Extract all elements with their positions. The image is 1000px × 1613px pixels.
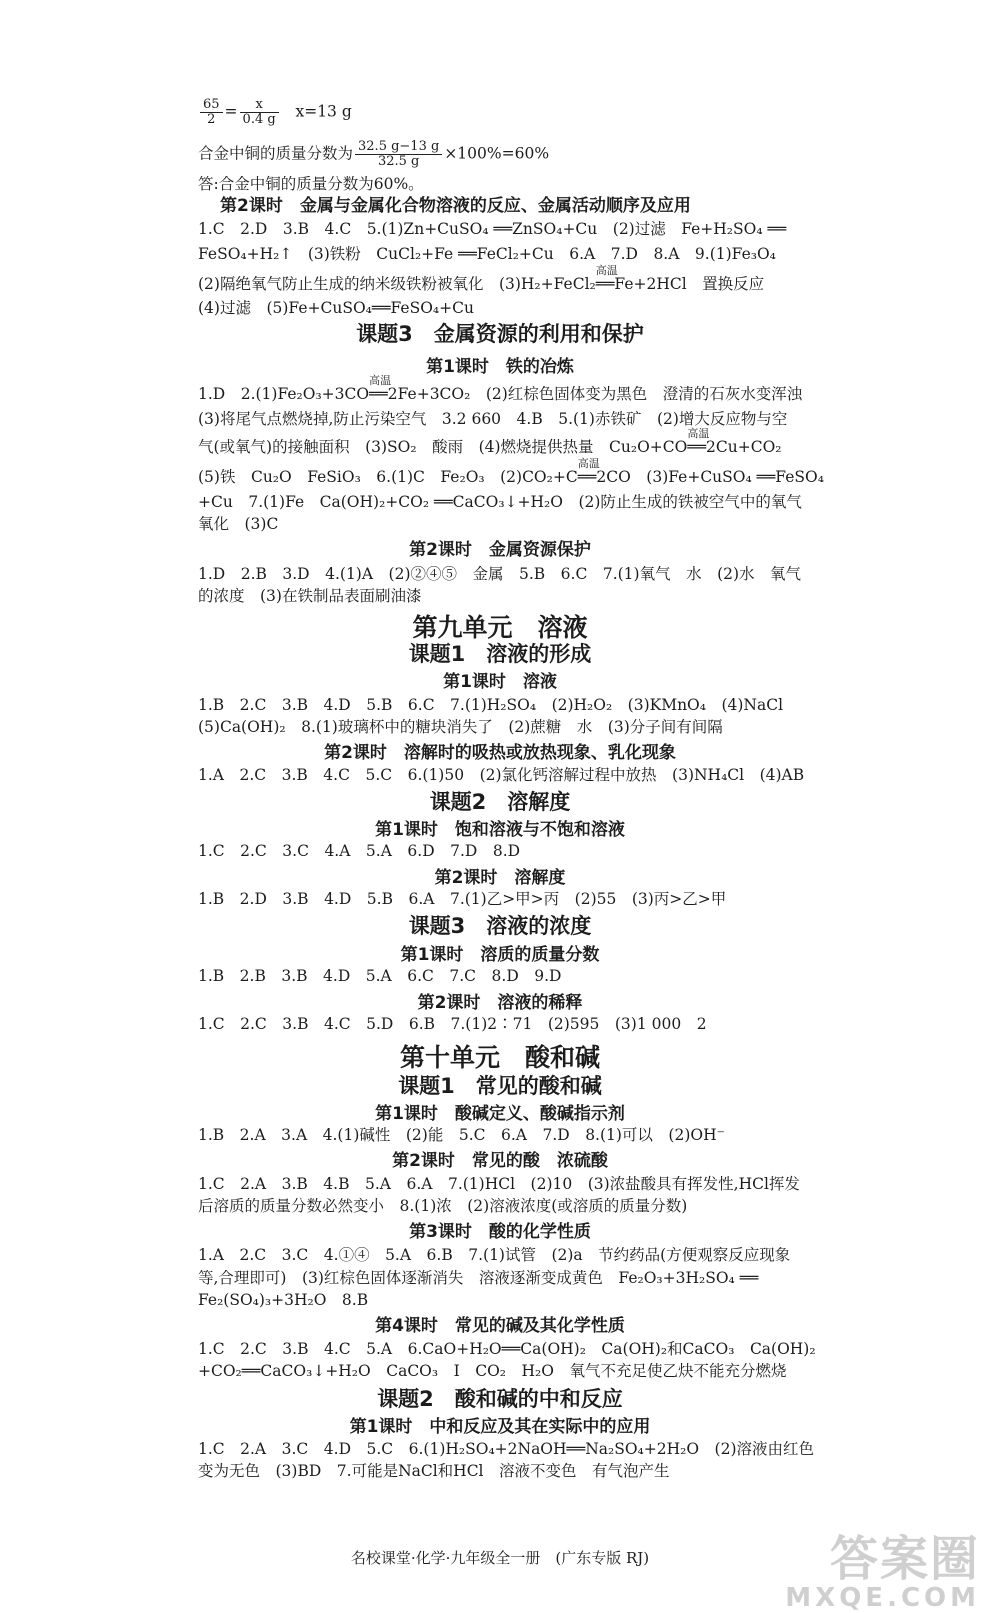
answer-line: 1.D 2.B 3.D 4.(1)A (2)②④⑤ 金属 5.B 6.C 7.(1)氧气 水 (2)水 氧气 — [198, 565, 802, 583]
high-temp-arrow: 高温 ══ — [577, 457, 600, 486]
high-temp-arrow: 高温 ══ — [595, 264, 618, 293]
fraction: $\frac{32.5 g-13 g}{32.5 g}$ — [355, 140, 442, 169]
topic-heading: 课题2 酸和碱的中和反应 — [377, 1387, 623, 1411]
lesson-heading: 第1课时 饱和溶液与不饱和溶液 — [375, 820, 625, 840]
answer-line: 变为无色 (3)BD 7.可能是NaCl和HCl 溶液不变色 有气泡产生 — [198, 1462, 670, 1480]
answer-line: (2)隔绝氧气防止生成的纳米级铁粉被氧化 (3)H₂+FeCl₂ 高温 ══Fe+2HCl 置换反应 — [198, 264, 765, 293]
lesson-heading: 第1课时 溶质的质量分数 — [400, 945, 600, 965]
answer-line: 1.C 2.C 3.B 4.C 5.A 6.CaO+H₂O══Ca(OH)₂ Ca(OH)₂和CaCO₃ Ca(OH)₂ — [198, 1340, 816, 1358]
page-footer: 名校课堂·化学·九年级全一册 (广东专版 RJ) — [350, 1549, 650, 1567]
answer-line: 1.C 2.D 3.B 4.C 5.(1)Zn+CuSO₄ ══ZnSO₄+Cu (2)过滤 Fe+H₂SO₄ ══ — [198, 220, 787, 238]
high-temp-arrow: 高温 ══ — [687, 427, 710, 456]
high-temp-arrow: 高温 ══ — [369, 374, 392, 403]
section-heading: 第2课时 金属与金属化合物溶液的反应、金属活动顺序及应用 — [220, 196, 691, 216]
topic-heading: 课题3 溶液的浓度 — [408, 914, 592, 938]
lesson-heading: 第3课时 酸的化学性质 — [409, 1222, 591, 1242]
answer-line: 1.B 2.A 3.A 4.(1)碱性 (2)能 5.C 6.A 7.D 8.(1)可以 (2)OH⁻ — [198, 1126, 725, 1144]
answer-line: 1.A 2.C 3.C 4.①④ 5.A 6.B 7.(1)试管 (2)a 节约药品(方便观察反应现象 — [198, 1246, 791, 1264]
answer-line: 1.C 2.C 3.B 4.C 5.D 6.B 7.(1)2∶71 (2)595 (3)1 000 2 — [198, 1015, 707, 1033]
answer-line: 1.B 2.B 3.B 4.D 5.A 6.C 7.C 8.D 9.D — [198, 967, 562, 985]
answer-line: 1.C 2.A 3.B 4.B 5.A 6.A 7.(1)HCl (2)10 (3)浓盐酸具有挥发性,HCl挥发 — [198, 1175, 800, 1193]
answer-line: (4)过滤 (5)Fe+CuSO₄══FeSO₄+Cu — [198, 299, 474, 317]
watermark-logo: 答案圈 MXQE.COM — [785, 1531, 980, 1613]
answer-line: 气(或氧气)的接触面积 (3)SO₂ 酸雨 (4)燃烧提供热量 Cu₂O+CO 高温 ══2Cu+CO₂ — [198, 427, 782, 456]
answer-line: 1.D 2.(1)Fe₂O₃+3CO 高温 ══2Fe+3CO₂ (2)红棕色固体变为黑色 澄清的石灰水变浑浊 — [198, 374, 803, 403]
unit-heading: 第九单元 溶液 — [412, 613, 588, 642]
answer-line: (3)将尾气点燃烧掉,防止污染空气 3.2 660 4.B 5.(1)赤铁矿 (2)增大反应物与空 — [198, 410, 788, 428]
lesson-heading: 第2课时 常见的酸 浓硫酸 — [392, 1151, 608, 1171]
topic-heading: 课题1 常见的酸和碱 — [398, 1074, 602, 1098]
lesson-heading: 第2课时 溶液的稀释 — [417, 993, 583, 1013]
answer-line: 1.B 2.D 3.B 4.D 5.B 6.A 7.(1)乙>甲>丙 (2)55 (3)丙>乙>甲 — [198, 890, 727, 908]
lesson-heading: 第1课时 中和反应及其在实际中的应用 — [349, 1417, 651, 1437]
calc-answer: 答:合金中铜的质量分数为60%。 — [198, 175, 424, 193]
lesson-heading: 第1课时 铁的冶炼 — [426, 357, 574, 377]
calc-proportion: $\frac{65}{2}$ = $\frac{x}{0.4 g}$ x=13 g — [198, 98, 352, 127]
lesson-heading: 第1课时 酸碱定义、酸碱指示剂 — [375, 1104, 625, 1124]
answer-line: (5)铁 Cu₂O FeSiO₃ 6.(1)C Fe₂O₃ (2)CO₂+C 高温 ══2CO (3)Fe+CuSO₄ ══FeSO₄ — [198, 457, 824, 486]
answer-line: 1.C 2.C 3.C 4.A 5.A 6.D 7.D 8.D — [198, 842, 521, 860]
answer-line: 后溶质的质量分数必然变小 8.(1)浓 (2)溶液浓度(或溶质的质量分数) — [198, 1197, 688, 1215]
topic-heading: 课题3 金属资源的利用和保护 — [356, 322, 644, 346]
answer-line: 的浓度 (3)在铁制品表面刷油漆 — [198, 587, 422, 605]
answer-line: Fe₂(SO₄)₃+3H₂O 8.B — [198, 1291, 369, 1309]
lesson-heading: 第2课时 金属资源保护 — [409, 540, 591, 560]
answer-line: FeSO₄+H₂↑ (3)铁粉 CuCl₂+Fe ══FeCl₂+Cu 6.A 7.D 8.A 9.(1)Fe₃O₄ — [198, 245, 776, 263]
answer-line: (5)Ca(OH)₂ 8.(1)玻璃杯中的糖块消失了 (2)蔗糖 水 (3)分子间有间隔 — [198, 718, 723, 736]
topic-heading: 课题1 溶液的形成 — [408, 642, 592, 666]
lesson-heading: 第1课时 溶液 — [443, 672, 557, 692]
fraction: $\frac{x}{0.4 g}$ — [240, 98, 279, 127]
answer-line: 氧化 (3)C — [198, 515, 279, 533]
lesson-heading: 第2课时 溶解时的吸热或放热现象、乳化现象 — [324, 743, 676, 763]
fraction: $\frac{65}{2}$ — [200, 98, 223, 127]
unit-heading: 第十单元 酸和碱 — [399, 1043, 600, 1072]
answer-line: +CO₂══CaCO₃↓+H₂O CaCO₃ Ⅰ CO₂ H₂O 氧气不充足使乙炔不能充分燃烧 — [198, 1362, 787, 1380]
answer-line: 1.C 2.A 3.C 4.D 5.C 6.(1)H₂SO₄+2NaOH══Na₂SO₄+2H₂O (2)溶液由红色 — [198, 1440, 814, 1458]
calc-copper-fraction: 合金中铜的质量分数为 $\frac{32.5 g-13 g}{32.5 g}$ ×100%=60% — [198, 139, 550, 169]
topic-heading: 课题2 溶解度 — [429, 790, 571, 814]
answer-line: 等,合理即可) (3)红棕色固体逐渐消失 溶液逐渐变成黄色 Fe₂O₃+3H₂SO₄ ══ — [198, 1269, 759, 1287]
lesson-heading: 第4课时 常见的碱及其化学性质 — [375, 1316, 625, 1336]
answer-line: +Cu 7.(1)Fe Ca(OH)₂+CO₂ ══CaCO₃↓+H₂O (2)防止生成的铁被空气中的氧气 — [198, 493, 802, 511]
answer-line: 1.A 2.C 3.B 4.C 5.C 6.(1)50 (2)氯化钙溶解过程中放热 (3)NH₄Cl (4)AB — [198, 766, 805, 784]
answer-line: 1.B 2.C 3.B 4.D 5.B 6.C 7.(1)H₂SO₄ (2)H₂O₂ (3)KMnO₄ (4)NaCl — [198, 696, 784, 714]
lesson-heading: 第2课时 溶解度 — [434, 868, 566, 888]
